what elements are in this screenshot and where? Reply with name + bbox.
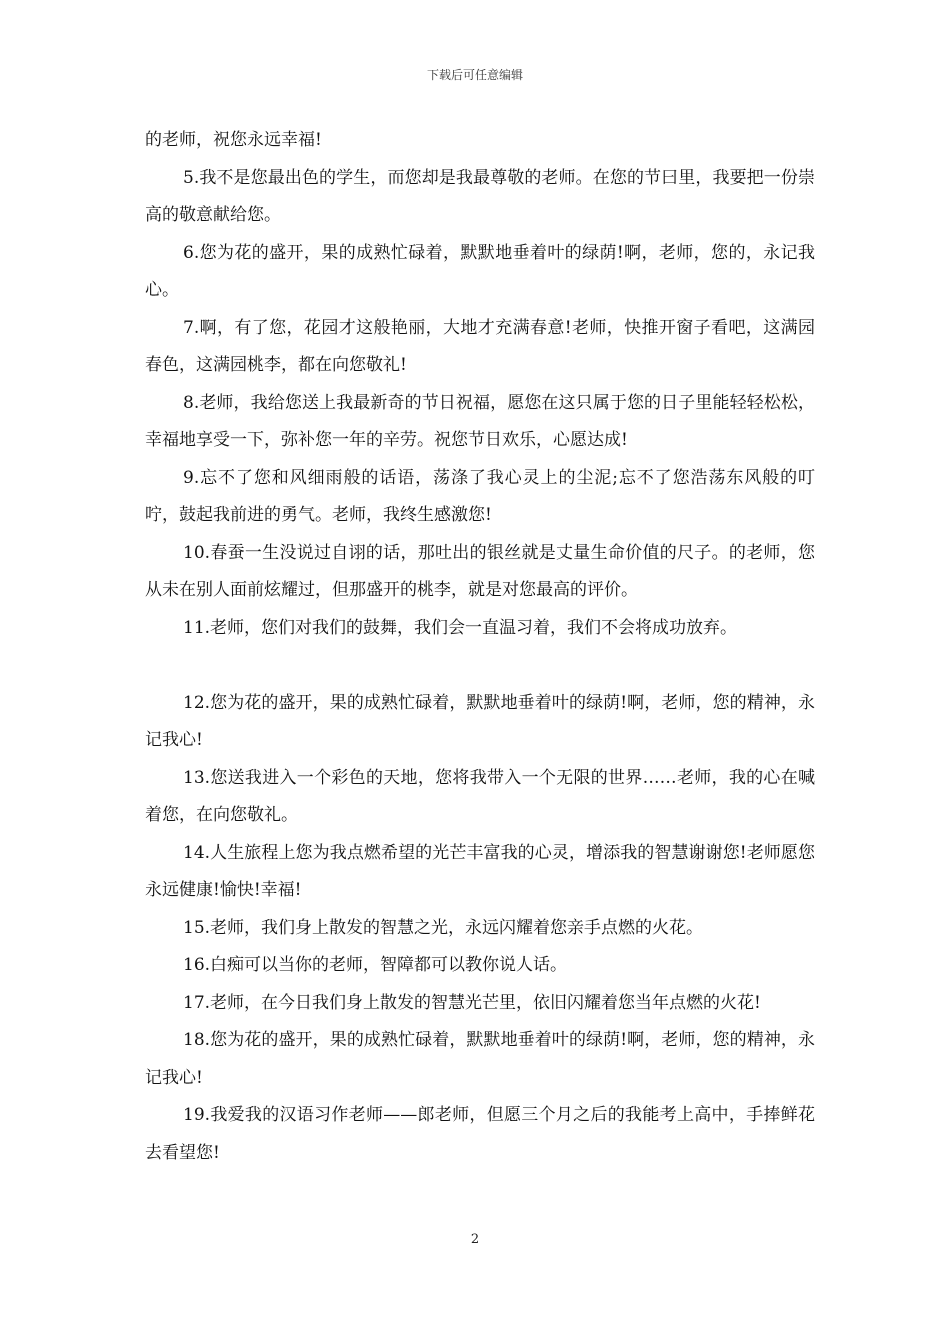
paragraph-item-18: 18.您为花的盛开，果的成熟忙碌着，默默地垂着叶的绿荫!啊，老师，您的精神，永记我心! xyxy=(145,1030,815,1088)
paragraph-item-14: 14.人生旅程上您为我点燃希望的光芒丰富我的心灵，增添我的智慧谢谢您!老师愿您永远健康!愉快!幸福! xyxy=(145,842,815,900)
paragraph-item-9: 9.忘不了您和风细雨般的话语，荡涤了我心灵上的尘泥;忘不了您浩荡东风般的叮咛，鼓起我前进的勇气。老师，我终生感激您! xyxy=(145,467,815,525)
page-header: 下载后可任意编辑 xyxy=(426,68,523,82)
paragraph-item-19: 19.我爱我的汉语习作老师——郎老师，但愿三个月之后的我能考上高中，手捧鲜花去看望您! xyxy=(145,1105,815,1163)
paragraph-item-12: 12.您为花的盛开，果的成熟忙碌着，默默地垂着叶的绿荫!啊，老师，您的精神，永记我心! xyxy=(145,692,815,750)
paragraph-item-8: 8.老师，我给您送上我最新奇的节日祝福，愿您在这只属于您的日子里能轻轻松松，幸福地享受一下，弥补您一年的辛劳。祝您节日欢乐，心愿达成! xyxy=(145,392,815,450)
paragraph-continuation: 的老师，祝您永远幸福! xyxy=(145,130,322,150)
paragraph-item-7: 7.啊，有了您，花园才这般艳丽，大地才充满春意!老师，快推开窗子看吧，这满园春色，这满园桃李，都在向您敬礼! xyxy=(145,317,815,375)
paragraph-item-11: 11.老师，您们对我们的鼓舞，我们会一直温习着，我们不会将成功放弃。 xyxy=(183,617,738,638)
paragraph-item-5: 5.我不是您最出色的学生，而您却是我最尊敬的老师。在您的节曰里，我要把一份崇高的敬意献给您。 xyxy=(145,167,815,225)
paragraph-item-17: 17.老师，在今日我们身上散发的智慧光芒里，依旧闪耀着您当年点燃的火花! xyxy=(183,992,761,1013)
paragraph-item-15: 15.老师，我们身上散发的智慧之光，永远闪耀着您亲手点燃的火花。 xyxy=(183,917,704,938)
paragraph-item-10: 10.春蚕一生没说过自诩的话，那吐出的银丝就是丈量生命价值的尺子。的老师，您从未在别人面前炫耀过，但那盛开的桃李，就是对您最高的评价。 xyxy=(145,542,815,600)
page-number: 2 xyxy=(470,1232,480,1247)
document-body xyxy=(145,122,815,1172)
paragraph-gap xyxy=(145,647,815,685)
paragraph-item-6: 6.您为花的盛开，果的成熟忙碌着，默默地垂着叶的绿荫!啊，老师，您的，永记我心。 xyxy=(145,242,815,300)
paragraph-item-16: 16.白痴可以当你的老师，智障都可以教你说人话。 xyxy=(183,955,568,975)
paragraph-item-13: 13.您送我进入一个彩色的天地，您将我带入一个无限的世界……老师，我的心在喊着您，在向您敬礼。 xyxy=(145,767,815,825)
